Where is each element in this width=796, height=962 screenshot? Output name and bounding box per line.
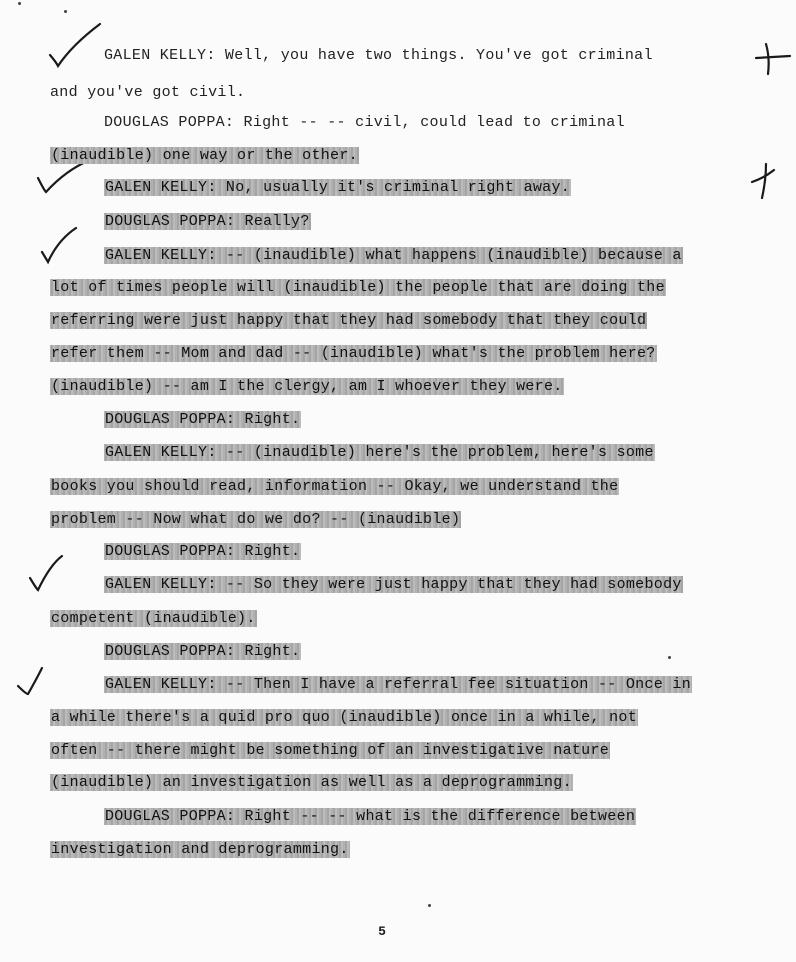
transcript-line: (inaudible) -- am I the clergy, am I whoever they were. [51, 378, 563, 395]
transcript-line: GALEN KELLY: Well, you have two things. You've got criminal [104, 47, 653, 64]
transcript-line: DOUGLAS POPPA: Right. [105, 411, 301, 428]
transcript-line: DOUGLAS POPPA: Right -- -- civil, could lead to criminal [104, 114, 625, 131]
transcript-line: lot of times people will (inaudible) the people that are doing the [51, 279, 665, 296]
cross-mark-icon [752, 164, 774, 198]
transcript-line: (inaudible) one way or the other. [51, 147, 358, 164]
transcript-line: GALEN KELLY: -- (inaudible) what happens (inaudible) because a [105, 247, 682, 264]
transcript-line: GALEN KELLY: -- So they were just happy that they had somebody [105, 576, 682, 593]
transcript-line: GALEN KELLY: -- (inaudible) here's the problem, here's some [105, 444, 654, 461]
checkmark-icon [18, 668, 42, 694]
transcript-line: refer them -- Mom and dad -- (inaudible) what's the problem here? [51, 345, 656, 362]
transcript-line: referring were just happy that they had somebody that they could [51, 312, 647, 329]
checkmark-icon [50, 24, 100, 66]
transcript-line: books you should read, information -- Okay, we understand the [51, 478, 619, 495]
page-number: 5 [378, 924, 386, 939]
transcript-line: DOUGLAS POPPA: Right. [105, 643, 301, 660]
cross-mark-icon [756, 44, 790, 74]
checkmark-icon [30, 556, 62, 590]
transcript-line: (inaudible) an investigation as well as a deprogramming. [51, 774, 572, 791]
transcript-line: DOUGLAS POPPA: Right -- -- what is the difference between [105, 808, 636, 825]
scan-speck [18, 2, 21, 5]
scan-speck [428, 904, 431, 907]
transcript-line: investigation and deprogramming. [51, 841, 349, 858]
scan-speck [668, 656, 671, 659]
transcript-line: competent (inaudible). [51, 610, 256, 627]
transcript-line: DOUGLAS POPPA: Right. [105, 543, 301, 560]
transcript-line: a while there's a quid pro quo (inaudible) once in a while, not [51, 709, 637, 726]
transcript-line: GALEN KELLY: No, usually it's criminal right away. [105, 179, 571, 196]
transcript-line: GALEN KELLY: -- Then I have a referral fee situation -- Once in [105, 676, 691, 693]
transcript-line: problem -- Now what do we do? -- (inaudible) [51, 511, 461, 528]
scan-speck [64, 10, 67, 13]
transcript-line: DOUGLAS POPPA: Really? [105, 213, 310, 230]
transcript-line: often -- there might be something of an investigative nature [51, 742, 610, 759]
checkmark-icon [42, 228, 76, 262]
transcript-line: and you've got civil. [50, 84, 246, 101]
